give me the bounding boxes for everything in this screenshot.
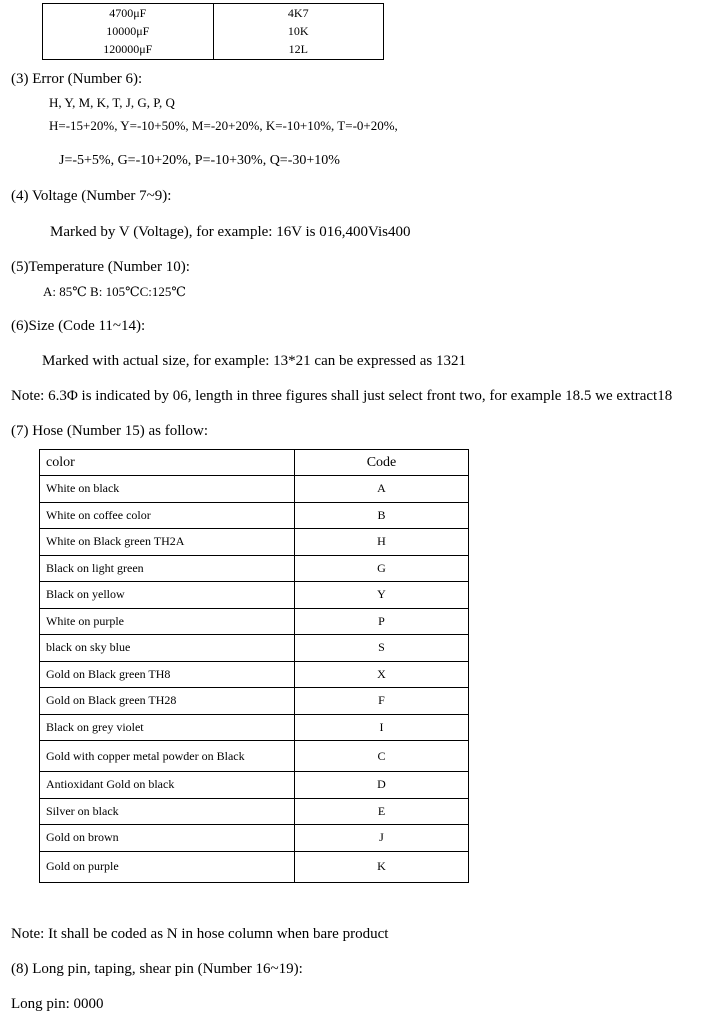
hose-code: B — [295, 502, 469, 529]
hose-heading: (7) Hose (Number 15) as follow: — [11, 423, 209, 439]
table-row — [40, 476, 469, 503]
error-ranges-line1: H=-15+20%, Y=-10+50%, M=-20+20%, K=-10+10%, T=-0+20%, — [49, 118, 398, 133]
hose-color: White on black — [40, 476, 295, 503]
table-row — [40, 635, 469, 662]
temperature-text: A: 85℃ B: 105℃C:125℃ — [43, 284, 186, 299]
hose-color: Black on grey violet — [40, 714, 295, 741]
hose-color: Black on yellow — [40, 582, 295, 609]
hose-code: K — [295, 851, 469, 882]
error-ranges-line2: J=-5+5%, G=-10+20%, P=-10+30%, Q=-30+10% — [59, 153, 340, 168]
table-row — [40, 798, 469, 825]
table-row — [40, 741, 469, 772]
cap-code: 4K7 — [287, 6, 309, 20]
hose-code: C — [295, 741, 469, 772]
hose-code: I — [295, 714, 469, 741]
table-row — [40, 825, 469, 852]
size-heading: (6)Size (Code 11~14): — [11, 318, 146, 334]
size-text: Marked with actual size, for example: 13*21 can be expressed as 1321 — [42, 353, 467, 369]
hose-color: Gold with copper metal powder on Black — [40, 741, 295, 772]
table-row — [40, 555, 469, 582]
hose-code: J — [295, 825, 469, 852]
cap-code: 10K — [287, 24, 309, 38]
hose-code-table — [39, 449, 469, 883]
hose-color: Black on light green — [40, 555, 295, 582]
hose-col-code-header: Code — [295, 450, 469, 476]
hose-color: Antioxidant Gold on black — [40, 772, 295, 799]
table-row — [40, 608, 469, 635]
hose-code: E — [295, 798, 469, 825]
hose-code: D — [295, 772, 469, 799]
table-row — [40, 529, 469, 556]
cap-value: 120000μF — [103, 42, 153, 56]
hose-code: X — [295, 661, 469, 688]
table-row — [40, 661, 469, 688]
hose-color: Gold on purple — [40, 851, 295, 882]
cap-code: 12L — [288, 42, 308, 56]
hose-color: Gold on Black green TH28 — [40, 688, 295, 715]
hose-code: P — [295, 608, 469, 635]
hose-code: S — [295, 635, 469, 662]
table-row — [40, 714, 469, 741]
table-row — [40, 772, 469, 799]
hose-color: Silver on black — [40, 798, 295, 825]
hose-col-color-header: color — [40, 450, 295, 476]
hose-code: G — [295, 555, 469, 582]
table-row — [40, 688, 469, 715]
error-heading: (3) Error (Number 6): — [11, 71, 143, 87]
voltage-text: Marked by V (Voltage), for example: 16V is 016,400Vis400 — [50, 224, 411, 240]
capacitance-code-table — [42, 3, 384, 60]
longpin-text: Long pin: 0000 — [11, 996, 104, 1012]
hose-color: Gold on brown — [40, 825, 295, 852]
table-row — [40, 851, 469, 882]
longpin-heading: (8) Long pin, taping, shear pin (Number 16~19): — [11, 961, 303, 977]
cap-code-column — [213, 4, 384, 60]
note-bare-product: Note: It shall be coded as N in hose column when bare product — [11, 926, 389, 942]
hose-code: H — [295, 529, 469, 556]
cap-value-column — [43, 4, 214, 60]
hose-color: White on purple — [40, 608, 295, 635]
temperature-heading: (5)Temperature (Number 10): — [11, 259, 190, 275]
hose-code: Y — [295, 582, 469, 609]
cap-value: 4700μF — [109, 6, 147, 20]
hose-color: black on sky blue — [40, 635, 295, 662]
hose-color: Gold on Black green TH8 — [40, 661, 295, 688]
table-row — [40, 502, 469, 529]
voltage-heading: (4) Voltage (Number 7~9): — [11, 188, 172, 204]
hose-code: F — [295, 688, 469, 715]
hose-color: White on coffee color — [40, 502, 295, 529]
hose-code: A — [295, 476, 469, 503]
note-diameter: Note: 6.3Φ is indicated by 06, length in three figures shall just select front two, for example 18.5 we extract18 — [11, 388, 673, 404]
table-row — [40, 582, 469, 609]
hose-color: White on Black green TH2A — [40, 529, 295, 556]
error-codes: H, Y, M, K, T, J, G, P, Q — [49, 95, 175, 110]
cap-value: 10000μF — [106, 24, 150, 38]
